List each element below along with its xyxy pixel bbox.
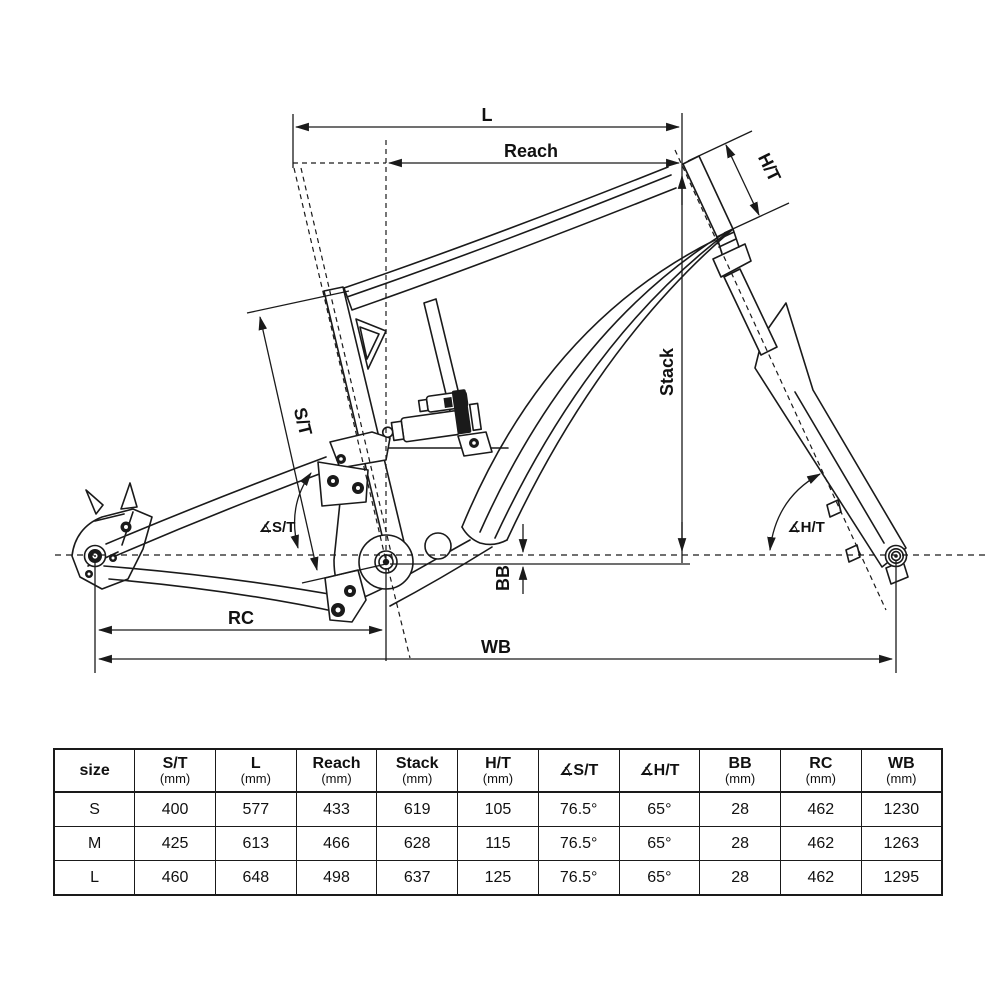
column-label: Reach: [312, 755, 361, 772]
value-cell: 466: [296, 827, 377, 861]
dim-line-ht: [726, 145, 759, 215]
column-header-8: [700, 749, 781, 792]
column-header-10: [861, 749, 942, 792]
value-cell: 65°: [619, 827, 700, 861]
column-header-1: [135, 749, 216, 792]
label-angle-ht: ∡H/T: [787, 519, 825, 536]
value-cell: 1295: [861, 861, 942, 896]
column-label: L: [250, 755, 261, 772]
column-label: WB: [888, 755, 915, 772]
geometry-table: [53, 748, 943, 896]
column-header-6: [538, 749, 619, 792]
column-header-4: [377, 749, 458, 792]
value-cell: 65°: [619, 792, 700, 827]
column-label: BB: [728, 755, 752, 772]
value-cell: 462: [780, 861, 861, 896]
value-cell: 433: [296, 792, 377, 827]
dimension-labels: [228, 105, 825, 657]
value-cell: 1230: [861, 792, 942, 827]
column-unit: (mm): [402, 771, 433, 786]
value-cell: 76.5°: [538, 861, 619, 896]
down-tube: [462, 229, 733, 540]
column-label: H/T: [485, 755, 511, 772]
value-cell: 462: [780, 827, 861, 861]
size-cell: L: [54, 861, 135, 896]
column-header-0: [54, 749, 135, 792]
geometry-table-header: [54, 749, 942, 792]
column-header-2: [215, 749, 296, 792]
value-cell: 613: [215, 827, 296, 861]
table-row-size-S: [54, 792, 942, 827]
reference-lines: [55, 140, 985, 658]
value-cell: 28: [700, 827, 781, 861]
table-row-size-L: [54, 861, 942, 896]
value-cell: 28: [700, 792, 781, 827]
value-cell: 498: [296, 861, 377, 896]
value-cell: 76.5°: [538, 827, 619, 861]
column-label: ∡S/T: [559, 762, 599, 779]
column-label: ∡H/T: [639, 762, 680, 779]
label-wb: WB: [481, 637, 511, 657]
value-cell: 462: [780, 792, 861, 827]
table-row-size-M: [54, 827, 942, 861]
column-unit: (mm): [482, 771, 514, 786]
geometry-table-wrapper: [53, 748, 943, 896]
label-rc: RC: [228, 608, 254, 628]
column-unit: (mm): [240, 771, 271, 786]
value-cell: 425: [135, 827, 216, 861]
value-cell: 460: [135, 861, 216, 896]
fork-crown: [713, 244, 751, 277]
column-header-7: [619, 749, 700, 792]
label-st: S/T: [289, 405, 316, 438]
label-bb: BB: [493, 565, 513, 591]
value-cell: 125: [458, 861, 539, 896]
angle-arc-st: [295, 473, 311, 548]
size-cell: S: [54, 792, 135, 827]
label-ht: H/T: [754, 149, 785, 185]
column-unit: (mm): [159, 771, 191, 786]
steering-axis-ref-line: [675, 150, 886, 610]
angle-arc-ht: [770, 474, 820, 550]
head-tube: [683, 156, 733, 237]
value-cell: 1263: [861, 827, 942, 861]
chain-stay: [104, 566, 346, 613]
value-cell: 648: [215, 861, 296, 896]
value-cell: 619: [377, 792, 458, 827]
size-cell: M: [54, 827, 135, 861]
value-cell: 105: [458, 792, 539, 827]
seat-tube: [324, 287, 404, 548]
column-unit: (mm): [321, 771, 352, 786]
value-cell: 65°: [619, 861, 700, 896]
label-l: L: [481, 105, 493, 125]
column-label: size: [79, 762, 110, 779]
column-header-9: [780, 749, 861, 792]
column-label: Stack: [395, 755, 439, 772]
bike-frame-drawing: [72, 156, 908, 622]
label-reach: Reach: [503, 141, 559, 161]
column-header-3: [296, 749, 377, 792]
value-cell: 637: [377, 861, 458, 896]
column-unit: (mm): [886, 771, 917, 786]
value-cell: 76.5°: [538, 792, 619, 827]
label-stack: Stack: [657, 347, 677, 397]
fork-stanchion: [724, 269, 777, 355]
column-label: RC: [809, 755, 833, 772]
top-tube: [344, 167, 676, 310]
column-unit: (mm): [805, 771, 836, 786]
value-cell: 628: [377, 827, 458, 861]
lower-link: [325, 570, 366, 622]
value-cell: 28: [700, 861, 781, 896]
column-label: S/T: [162, 755, 188, 772]
value-cell: 115: [458, 827, 539, 861]
column-header-5: [458, 749, 539, 792]
rear-dropout: [72, 509, 152, 589]
label-angle-st: ∡S/T: [258, 519, 296, 536]
value-cell: 400: [135, 792, 216, 827]
fork-lowers: [755, 303, 906, 567]
value-cell: 577: [215, 792, 296, 827]
column-unit: (mm): [724, 771, 756, 786]
